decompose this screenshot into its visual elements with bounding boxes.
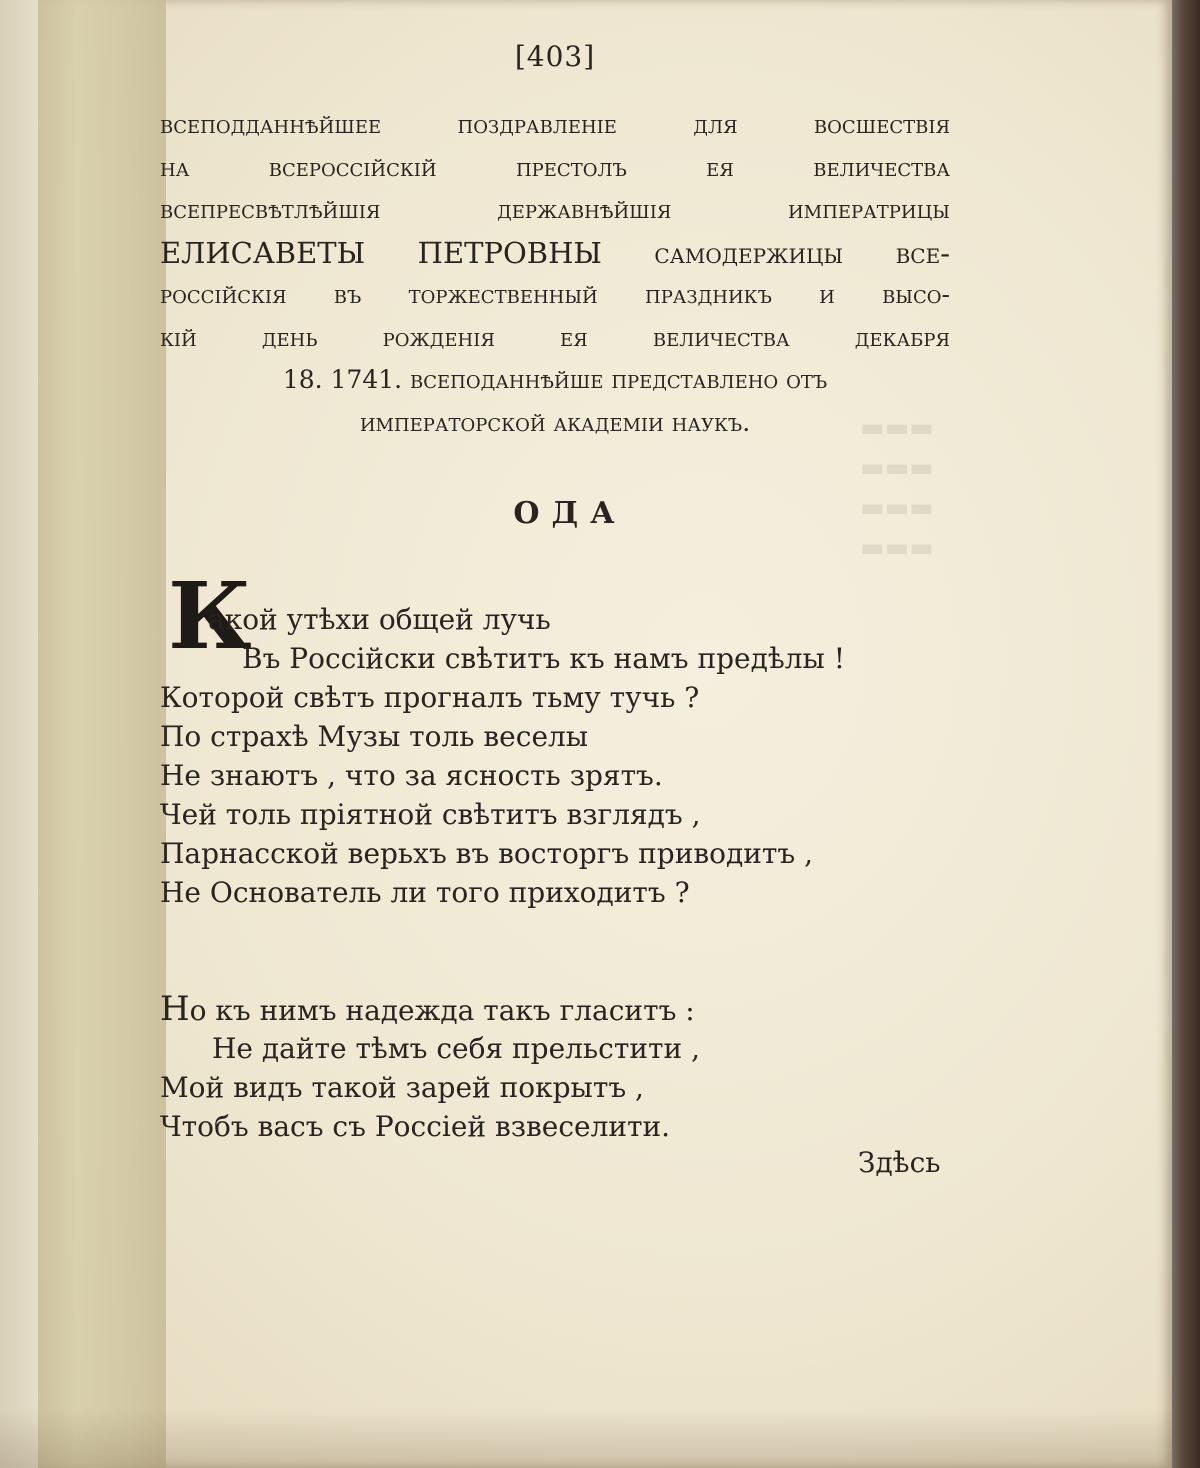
verse-line-text: о къ нимъ надежда такъ гласитъ : bbox=[189, 994, 695, 1027]
verse-line: Мой видъ такой зарей покрытъ , bbox=[160, 1071, 644, 1104]
verse-line: Въ Россійски свѣтитъ къ намъ предѣлы ! bbox=[242, 642, 845, 675]
verse-line: Которой свѣтъ прогналъ тьму тучь ? bbox=[160, 681, 700, 714]
verse-line: Чей толь пріятной свѣтитъ взглядъ , bbox=[160, 798, 701, 831]
verse-line: Не Основатель ли того приходитъ ? bbox=[160, 876, 690, 909]
drop-cap-letter: К bbox=[168, 562, 252, 670]
stanza-capital-letter: Н bbox=[160, 989, 190, 1029]
page-number: [403] bbox=[514, 40, 596, 73]
heading-line: россійскія въ торжественный праздникъ и высо- bbox=[160, 280, 950, 309]
verse-line: По страхѣ Музы толь веселы bbox=[160, 720, 589, 753]
heading-line-empress-name: ЕЛИСАВЕТЫ ПЕТРОВНЫ самодержицы все- bbox=[160, 235, 950, 270]
heading-line: кій день рожденія ея величества декабря bbox=[160, 322, 950, 352]
verse-line: Парнасской верьхъ въ восторгъ приводитъ , bbox=[160, 837, 813, 870]
ode-title: ОДА bbox=[513, 496, 627, 531]
verse-line: Чтобъ васъ съ Россіей взвеселити. bbox=[160, 1110, 671, 1143]
page-gutter bbox=[0, 0, 40, 1468]
stanza-2 bbox=[160, 990, 920, 1146]
catchword: Здѣсь bbox=[858, 1146, 941, 1179]
verse-line-with-capital bbox=[160, 990, 920, 1029]
heading-line: императорской академіи наукъ. bbox=[359, 407, 751, 437]
verse-line: Не знаютъ , что за ясность зрятъ. bbox=[160, 759, 663, 792]
heading-line: 18. 1741. всеподаннѣйше представлено отъ bbox=[282, 365, 828, 394]
ode-heading bbox=[160, 104, 950, 444]
heading-line: на всероссійскій престолъ ея величества bbox=[160, 152, 950, 182]
heading-line: всепресвѣтлѣйшія державнѣйшія императрицы bbox=[160, 195, 950, 224]
heading-line: всеподданнѣйшее поздравленіе для восшествія bbox=[160, 110, 950, 139]
show-through-texture: ▬▬▬ ▬▬▬ ▬▬▬ ▬▬▬ bbox=[860, 413, 934, 563]
page-bottom-shadow bbox=[0, 1408, 1172, 1468]
verse-line: акой утѣхи общей лучь bbox=[208, 603, 551, 636]
stanza-1 bbox=[160, 600, 920, 912]
verse-line: Не дайте тѣмъ себя прельстити , bbox=[212, 1032, 700, 1065]
paper-repair-strip bbox=[38, 0, 166, 1468]
